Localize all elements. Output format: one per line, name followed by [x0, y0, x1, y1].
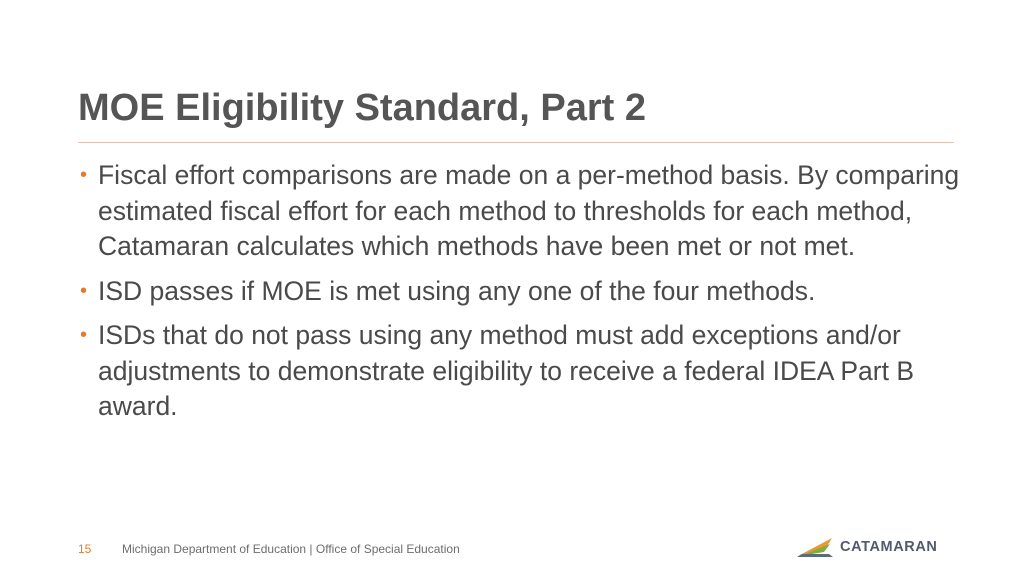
bullet-marker: •: [80, 164, 88, 186]
bullet-text: ISD passes if MOE is met using any one of the four methods.: [98, 275, 816, 306]
slide-title: MOE Eligibility Standard, Part 2: [78, 87, 646, 129]
bullet-item: [80, 158, 960, 265]
logo-wordmark: CATAMARAN: [840, 539, 938, 555]
bullet-text: Fiscal effort comparisons are made on a per-method basis. By comparing estimated fiscal effort for each method to thresholds for each method, Catamaran calculates which methods have been met or not met.: [98, 160, 960, 261]
bullet-item: [80, 318, 960, 425]
bullet-marker: •: [80, 279, 88, 302]
bullet-text: ISDs that do not pass using any method must add exceptions and/or adjustments to demonstrate eligibility to receive a federal IDEA Part B award.: [98, 320, 915, 421]
slide-number: 15: [78, 542, 92, 556]
bullet-marker: •: [80, 324, 88, 346]
title-divider: [78, 142, 954, 143]
footer-organization: Michigan Department of Education | Office of Special Education: [122, 542, 460, 556]
bullet-list: [80, 158, 960, 434]
catamaran-logo: [796, 536, 937, 558]
catamaran-sail-logo-icon: [796, 536, 834, 558]
bullet-item: [80, 274, 960, 310]
